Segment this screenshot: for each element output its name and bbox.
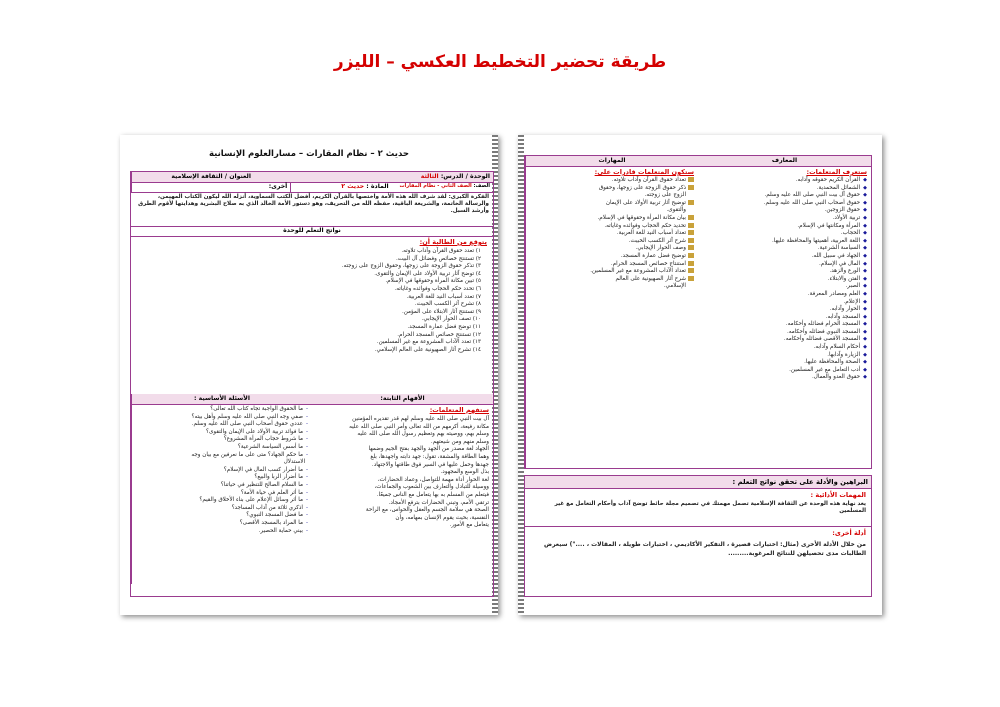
knowledge-block [698,166,871,468]
book-icon [688,185,694,190]
diamond-bullet-icon: ◆ [863,260,867,267]
understanding-item: بذل الوسع والمجهود. [440,469,489,476]
dash-bullet-icon: - [305,436,308,443]
knowledge-item: ◆الصحة والمحافظة عليها. [804,359,867,366]
book-icon [688,223,694,228]
diamond-bullet-icon: ◆ [863,359,867,366]
lesson-title: حديث ٢ – نظام المقارات – مسارالعلوم الإنسانية [208,149,410,159]
knowledge-item: ◆العلم ومصادر المعرفة. [807,290,867,297]
skills-list [530,177,694,291]
outcomes-intro: يتوقع من الطالبة أن: [419,238,487,246]
understandings-intro: ستفهم المتعلمات: [429,406,489,414]
diamond-bullet-icon: ◆ [863,230,867,237]
skill-item: تعداد أسباب النيد للغة العربية. [530,230,694,238]
dash-bullet-icon: - [305,413,308,420]
book-icon [688,261,694,266]
outcome-item: ٩) تستنتج آثار الابتلاء على المؤمن. [401,308,481,315]
skills-block [525,166,698,468]
outcomes-list [137,248,481,354]
knowledge-list [702,177,867,382]
knowledge-item: ◆حقوق العدو والعمال. [812,374,867,381]
diamond-bullet-icon: ◆ [863,374,867,381]
knowledge-item: ◆السياسة الشرعية. [817,245,867,252]
diamond-bullet-icon: ◆ [863,351,867,358]
dash-bullet-icon: - [305,443,308,450]
diamond-bullet-icon: ◆ [863,344,867,351]
other-evidence-label: أدلة أخرى: [832,529,866,537]
diamond-bullet-icon: ◆ [863,328,867,335]
knowledge-item: ◆الصبر. [845,283,867,290]
question-item: -ما أثر العلم في حياة الأمة؟ [240,489,308,496]
knowledge-header: المعارف [771,157,798,164]
diamond-bullet-icon: ◆ [863,222,867,229]
book-icon [688,215,694,220]
grade-cell [392,182,493,192]
skill-item: شرح آثر الكسب الخبيث. [530,238,694,246]
diamond-bullet-icon: ◆ [863,313,867,320]
question-item: -ما فوائد تربية الأولاد على الإيمان والتقوى؟ [206,428,308,435]
understanding-item: مكانة رفيعة، أكرمهم من الله تعالى وأمر النبي صلى الله عليه [349,423,489,430]
understanding-item: جهدها وحمل عليها في السير فوق طاقتها والاجتهاد. [371,461,489,468]
skill-item: شرح آثار الصهيونية على العالم [530,276,694,284]
knowledge-item: ◆الشمائل المحمدية. [816,184,867,191]
unit-value: الثالثة [420,173,439,180]
knowledge-item: ◆اللغة العربية، أهميتها والمحافظة عليها. [772,237,867,244]
dash-bullet-icon: - [305,406,308,412]
skill-item: الزوج على زوجته. [644,192,686,199]
understanding-item: آل بيت النبي صلى الله عليه وسلم لهم قدر تقديره المؤمنين [352,416,489,422]
understanding-item: وهما الطاقة والمشقة، تقول: جهد دابته واجهدها، بلغ [370,453,489,460]
question-item: -ما حكم الجهاد؟ متى على ما نعرفين مع بيان وجه [191,451,308,458]
questions-list [136,406,308,535]
outcome-item: ١٤) تشرح آثار الصهيونية على العالم الإسلامي. [374,346,481,353]
outcomes-row [131,236,493,395]
knowledge-item: ◆الفتن والابتلاء. [827,275,867,282]
understanding-item: وسلم بهم، ووصيته بهم وتعظيم رسول الله صلى الله عليه [357,431,489,438]
understandings-list [316,416,489,530]
skill-item: وصف الحوار الإيجابي. [530,245,694,253]
diamond-bullet-icon: ◆ [863,252,867,259]
performance-row [525,488,871,527]
knowledge-item: ◆الإعلام. [843,298,867,305]
evidence-table [524,475,872,597]
understanding-item: لغة الحوار أداة مهمة للتواصل، وعماد الحضارات، [377,476,489,483]
dash-bullet-icon: - [305,474,308,481]
outcome-item: ١٠) تصف الحوار الإيجابي. [421,316,481,323]
diamond-bullet-icon: ◆ [863,245,867,252]
dash-bullet-icon: - [305,527,308,534]
diamond-bullet-icon: ◆ [863,177,867,183]
diamond-bullet-icon: ◆ [863,366,867,373]
subject-label: المادة : [366,183,389,190]
outcomes-header: نواتج التعلم للوحدة [283,227,341,234]
question-item: -عددي حقوق أصحاب النبي صلى الله عليه وسلم. [191,421,308,428]
address-label: العنوان / الثقافة الإسلامية [171,173,251,180]
dash-bullet-icon: - [305,466,308,473]
outcome-item: ٨) تشرح آثر الكسب الخبيث. [414,301,481,308]
diamond-bullet-icon: ◆ [863,184,867,191]
knowledge-skills-row [525,166,871,468]
knowledge-item: ◆الورع والزهد. [829,268,867,275]
diamond-bullet-icon: ◆ [863,199,867,206]
knowledge-item: ◆القرآن الكريم حقوقه وآدابه. [795,177,867,183]
right-document-page [518,135,882,615]
skill-item: توضيح فضل عمارة المسجد. [530,253,694,261]
outcome-item: ٧) تعدد أسباب النيد للغة العربية. [406,293,481,300]
understanding-item: الصحة هي سلامة الجسم والعقل والحواس، مع الراحة [365,507,489,514]
understandings-header: الأفهام الثابتة: [380,395,425,402]
question-item: -ما شروط حجاب المرأة المشروع؟ [223,436,308,443]
understanding-item: فيتعلم من المسلم به بها يتعامل مع الناس جميعًا. [376,491,489,498]
diamond-bullet-icon: ◆ [863,298,867,305]
other-evidence-text: من خلال الأدلة الأخرى (مثال: اختبارات قصيرة ، التفكير الأكاديمي ، اختبارات طويلة ، المقالات ، ....") سيعرض الطالبات مدى تحصيلهن للنتائج المرغوبة......... [544,541,866,557]
skill-item: الإسلامي. [663,283,686,290]
knowledge-item: ◆الزيارة وآدابها. [827,351,867,358]
knowledge-item: ◆الحوار وآدابه. [829,306,867,313]
dash-bullet-icon: - [305,519,308,526]
skills-intro: ستكون المتعلمات قادرات على: [594,168,694,176]
skill-item: توضيح آثار تربية الأولاد على الإيمان [530,200,694,208]
question-item: الاستدلال [283,459,305,466]
outcome-item: ٦) تحدد حكم الحجاب وفوائده وغاياته. [394,285,481,292]
performance-label: المهمات الأدائية : [810,491,866,499]
skills-header: المهارات [525,156,698,166]
knowledge-item: ◆حقوق الزوجين. [824,207,867,214]
other-cell [131,182,290,192]
question-item: -ما أثر وسائل الإعلام على بناء الأخلاق والقيم؟ [199,497,308,504]
book-icon [688,200,694,205]
knowledge-item: ◆المسجد وآدابه. [825,313,867,320]
outcome-item: ٣) تذكر حقوق الزوجة على زوجها، وحقوق الزوج على زوجته. [341,263,481,270]
outcome-item: ٤) توضح آثار تربية الأولاد على الإيمان والتقوى. [374,270,481,277]
question-item: -ما أضرار كسب المال في الإسلام؟ [223,466,308,473]
skill-item: تحديد حكم الحجاب وفوائده وغاياته. [530,223,694,231]
other-evidence-block [525,526,871,596]
dash-bullet-icon: - [305,512,308,519]
knowledge-item: ◆المسجد الحرام فضائله وأحكامه. [785,321,867,328]
diamond-bullet-icon: ◆ [863,306,867,313]
outcome-item: ٥) تبين مكانة المرأة وحقوقها في الإسلام. [385,278,481,285]
skill-item: تعداد حقوق القرآن وآداب تلاوته. [530,177,694,185]
other-label: أخرى: [268,183,288,190]
outcome-item: ١) تعدد حقوق القرآن وآداب تلاوته. [401,248,481,254]
performance-block [525,488,871,526]
diamond-bullet-icon: ◆ [863,275,867,282]
understanding-item: الجهاد لغة مصدر من الجهد والجهد بفتح الجيم وضمها [368,446,489,453]
knowledge-item: ◆أحكام السلام وآدابه. [813,344,867,351]
question-item: -ما أسس السياسة الشرعية؟ [237,443,308,450]
outcomes-block [131,236,493,394]
dash-bullet-icon: - [305,428,308,435]
knowledge-item: ◆حقوق أصحاب النبي صلى الله عليه وسلم. [763,199,867,206]
question-item: -اذكري ثلاثة من آداب المساجد؟ [231,504,308,511]
unit-cell [290,172,493,182]
diamond-bullet-icon: ◆ [863,192,867,199]
evidence-header: البراهين والأدلة على تحقق نواتج التعلم : [732,478,868,486]
knowledge-item: ◆تربية الأولاد. [832,214,867,221]
diamond-bullet-icon: ◆ [863,321,867,328]
question-item: -ما فضل المسجد النبوي؟ [246,512,308,519]
understanding-item: ووسيلة للتبادل والتعارف بين الشعوب والجماعات، [374,484,489,491]
question-item: -ما أضرار الربا والبيع؟ [254,474,308,481]
book-icon [688,238,694,243]
knowledge-item: ◆المال في الإسلام. [818,260,867,267]
book-icon [688,253,694,258]
knowledge-item: ◆المرأة ومكانتها في الإسلام. [797,222,867,229]
understandings-block [312,404,493,584]
questions-block [131,404,312,584]
dash-bullet-icon: - [305,497,308,504]
question-item: -ما السلام الصالح للتنظير في حياتنا؟ [220,481,308,488]
understanding-item: النفسية، بحيث يقوم الإنسان بمهامه، وأن [395,514,489,521]
diamond-bullet-icon: ◆ [863,237,867,244]
lesson-plan-table [130,171,494,597]
skill-item: تعداد الآداب المشروعة مع غير المسلمين. [530,268,694,276]
skill-item: ذكر حقوق الزوجة على زوجها، وحقوق [530,185,694,193]
diamond-bullet-icon: ◆ [863,283,867,290]
diamond-bullet-icon: ◆ [863,214,867,221]
knowledge-intro: ستعرف المتعلمات: [806,168,867,176]
left-document-page [120,135,498,615]
skill-item: استنتاج خصائص المسجد الحرام. [530,261,694,269]
dash-bullet-icon: - [305,504,308,511]
knowledge-skills-table [524,155,872,469]
big-idea-row [131,192,493,227]
knowledge-item: ◆أدب التعامل مع غير المسلمين. [789,366,867,373]
book-icon [688,245,694,250]
diamond-bullet-icon: ◆ [863,207,867,214]
performance-text: يعد نهاية هذه الوحدة عن الثقافة الإسلامية تصمل مهمتك في تصميم مجلة حائط توضح آداب وأحكام التعامل مع غير المسلمين [554,501,866,515]
question-item: -ما الحقوق الواجبة تجاه كتاب الله تعالى؟ [210,406,308,412]
knowledge-item: ◆المسجد النبوي فضائله وأحكامه. [786,328,867,335]
big-idea-text: الفكرة الكبرى: لقد شرف الله هذه الأمة واختصها بالقرآن الكريم، أفضل الكتب السماوية، أنزله الله ليكون الكتاب المهيمن، والرسالة الخاتمة، والشريعة الباقية، حفظه الله من التحريف، وهو دستور الأمة الخالد الذي به صلاح البشرية وهدايتها لأقوم الطرق وأرشد السبل. [138,194,489,215]
grade-value: الصف الثاني - نظام المقارات [399,183,472,189]
knowledge-item: ◆حقوق آل بيت النبي صلى الله عليه وسلم. [764,192,867,199]
questions-header: الأسئلة الأساسية : [131,394,312,404]
knowledge-item: ◆الحجاب. [840,230,867,237]
question-item: -ما المراد بالمسجد الأقصى؟ [239,519,308,526]
outcome-item: ٢) تستنتج خصائص وفضائل آل البيت. [396,255,481,262]
dash-bullet-icon: - [305,421,308,428]
knowledge-item: ◆الجهاد في سبيل الله. [811,252,867,259]
diamond-bullet-icon: ◆ [863,268,867,275]
outcome-item: ١١) توضح فضل عمارة المسجد. [407,323,481,330]
knowledge-item: ◆المسجد الأقصى فضائله وأحكامه. [783,336,867,343]
unit-label: الوحدة / الدرس: [440,173,490,180]
understanding-item: وسلم منهم ومن شيعتهم. [430,438,489,445]
address-cell [131,172,290,182]
subject-value: حديث ٢ [341,183,365,190]
understanding-item: يتعامل مع الأمور. [449,522,489,529]
understandings-questions-row [131,404,493,584]
question-item: -بيني حماية الحصير. [258,527,308,534]
skill-item: بيان مكانة المرأة وحقوقها في الإسلام. [530,215,694,223]
dash-bullet-icon: - [305,481,308,488]
dash-bullet-icon: - [305,451,308,458]
diamond-bullet-icon: ◆ [863,290,867,297]
grade-label: الصف: [473,183,490,189]
outcome-item: ١٣) تعدد الآداب المشروعة مع غير المسلمين. [376,339,481,346]
outcome-item: ١٢) تستنتج خصائص المسجد الحرام. [397,331,481,338]
dash-bullet-icon: - [305,489,308,496]
understanding-item: ترتقي الأمم، وتبني الحضارات بترفع الأمجاد. [388,499,489,506]
other-evidence-row [525,526,871,596]
diamond-bullet-icon: ◆ [863,336,867,343]
subject-cell [290,182,391,192]
skill-item: والتقوى. [666,207,686,214]
book-icon [688,230,694,235]
page-title: طريقة تحضير التخطيط العكسي – الليزر [333,52,667,72]
book-icon [688,276,694,281]
book-icon [688,268,694,273]
book-icon [688,177,694,182]
question-item: -صفي وجه النبي صلى الله عليه وسلم وأهل بيته؟ [191,413,308,420]
